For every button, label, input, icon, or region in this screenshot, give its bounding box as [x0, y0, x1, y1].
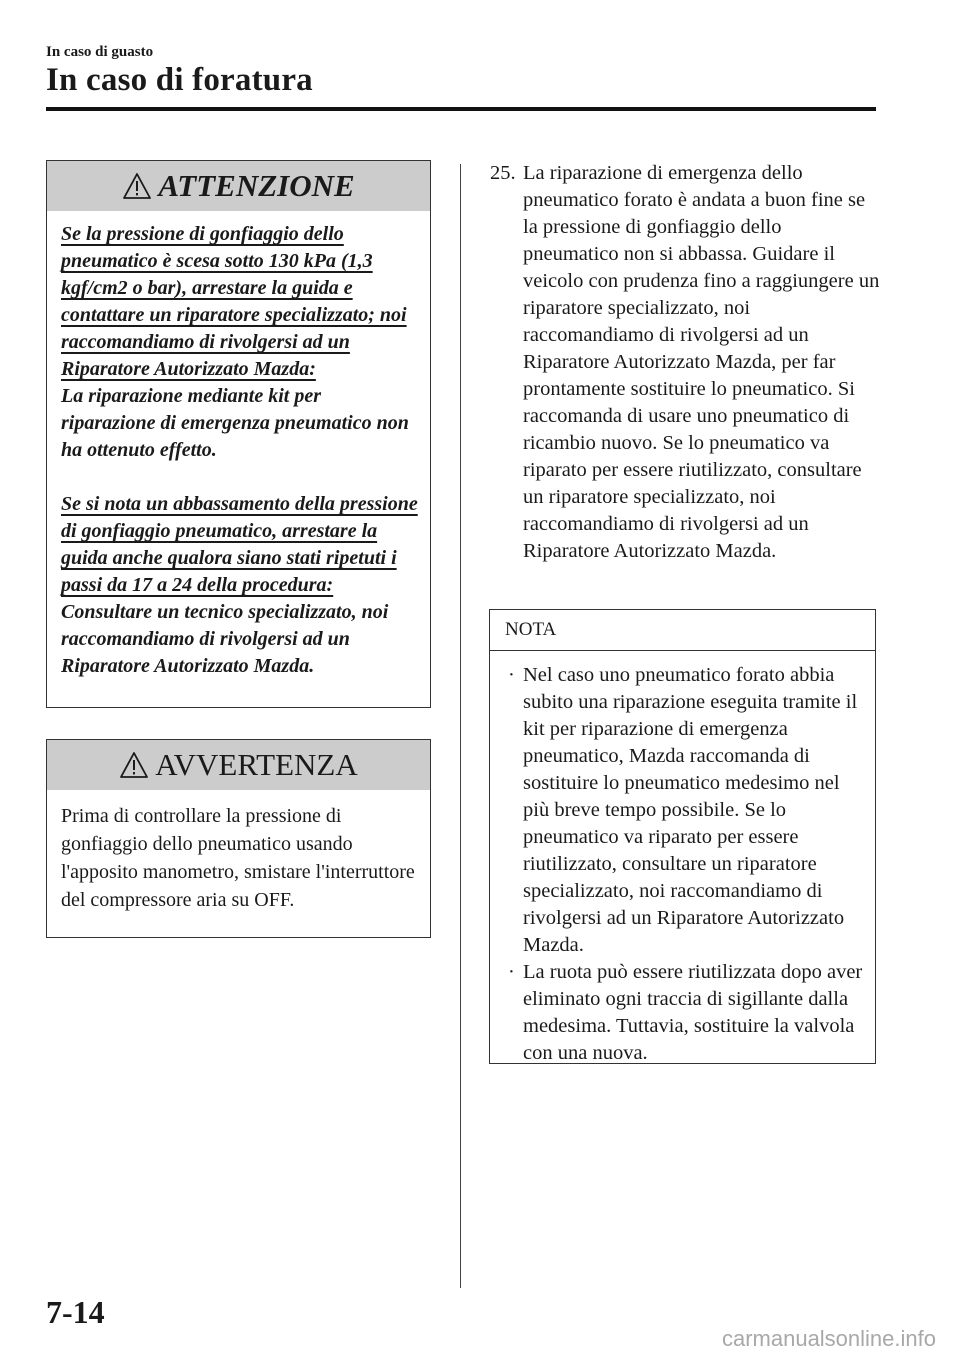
attenzione-para2-underlined: Se si nota un abbassamento della pressione di gonfiaggio pneumatico, arrestare la guida anche qualora siano stati ripetuti i passi da 17 a 24 della procedura:: [61, 493, 418, 596]
attenzione-heading: ATTENZIONE: [158, 168, 355, 203]
chapter-label: In caso di guasto: [46, 44, 154, 60]
page-title: In caso di foratura: [46, 62, 313, 98]
column-divider: [460, 164, 461, 1288]
attenzione-header: [47, 161, 430, 211]
nota-body: [490, 651, 875, 1067]
step-25: [490, 160, 880, 565]
nota-bullet-text: Nel caso uno pneumatico forato abbia subito una riparazione eseguita tramite il kit per riparazione di emergenza pneumatico, Mazda raccomanda di sostituire lo pneumatico medesimo nel più breve tempo possibile. Se lo pneumatico va riparato per essere riutilizzato, consultare un riparatore specializzato, noi raccomandiamo di rivolgersi ad un Riparatore Autorizzato Mazda.: [523, 664, 858, 956]
avvertenza-header: [47, 740, 430, 790]
nota-box: [489, 609, 876, 1064]
nota-heading: NOTA: [490, 610, 875, 651]
attenzione-para1-underlined: Se la pressione di gonfiaggio dello pneumatico è scesa sotto 130 kPa (1,3 kgf/cm2 o bar), arrestare la guida e contattare un riparatore specializzato; noi raccomandiamo di rivolgersi ad un Riparatore Autorizzato Mazda:: [61, 223, 407, 380]
avvertenza-heading: AVVERTENZA: [155, 747, 358, 782]
step-number: 25.: [490, 162, 516, 184]
avvertenza-text: Prima di controllare la pressione di gonfiaggio dello pneumatico usando l'apposito manometro, smistare l'interruttore del compressore aria su OFF.: [61, 805, 415, 911]
warning-triangle-icon: [119, 751, 149, 779]
attenzione-body: [47, 211, 430, 680]
attenzione-box: [46, 160, 431, 708]
title-rule: [46, 107, 876, 111]
attenzione-para1-text: La riparazione mediante kit per riparazione di emergenza pneumatico non ha ottenuto effetto.: [61, 385, 409, 461]
attenzione-para2-text: Consultare un tecnico specializzato, noi raccomandiamo di rivolgersi ad un Riparatore Autorizzato Mazda.: [61, 601, 389, 677]
nota-bullet-text: La ruota può essere riutilizzata dopo aver eliminato ogni traccia di sigillante dalla medesima. Tuttavia, sostituire la valvola con una nuova.: [523, 961, 863, 1064]
warning-triangle-icon: [122, 172, 152, 200]
nota-bullet: [508, 662, 867, 959]
avvertenza-box: [46, 739, 431, 938]
bullet-dot: ·: [508, 961, 515, 983]
step-text: La riparazione di emergenza dello pneumatico forato è andata a buon fine se la pressione di gonfiaggio dello pneumatico non si abbassa. Guidare il veicolo con prudenza fino a raggiungere un riparatore specializzato, noi raccomandiamo di rivolgersi ad un Riparatore Autorizzato Mazda, per far prontamente sostituire lo pneumatico. Si raccomanda di usare uno pneumatico di ricambio nuovo. Se lo pneumatico va riparato per essere riutilizzato, consultare un riparatore specializzato, noi raccomandiamo di rivolgersi ad un Riparatore Autorizzato Mazda.: [523, 162, 880, 562]
watermark: carmanualsonline.info: [721, 1326, 936, 1351]
nota-bullet: [508, 959, 867, 1067]
bullet-dot: ·: [508, 664, 515, 686]
page-number: 7-14: [46, 1294, 105, 1330]
